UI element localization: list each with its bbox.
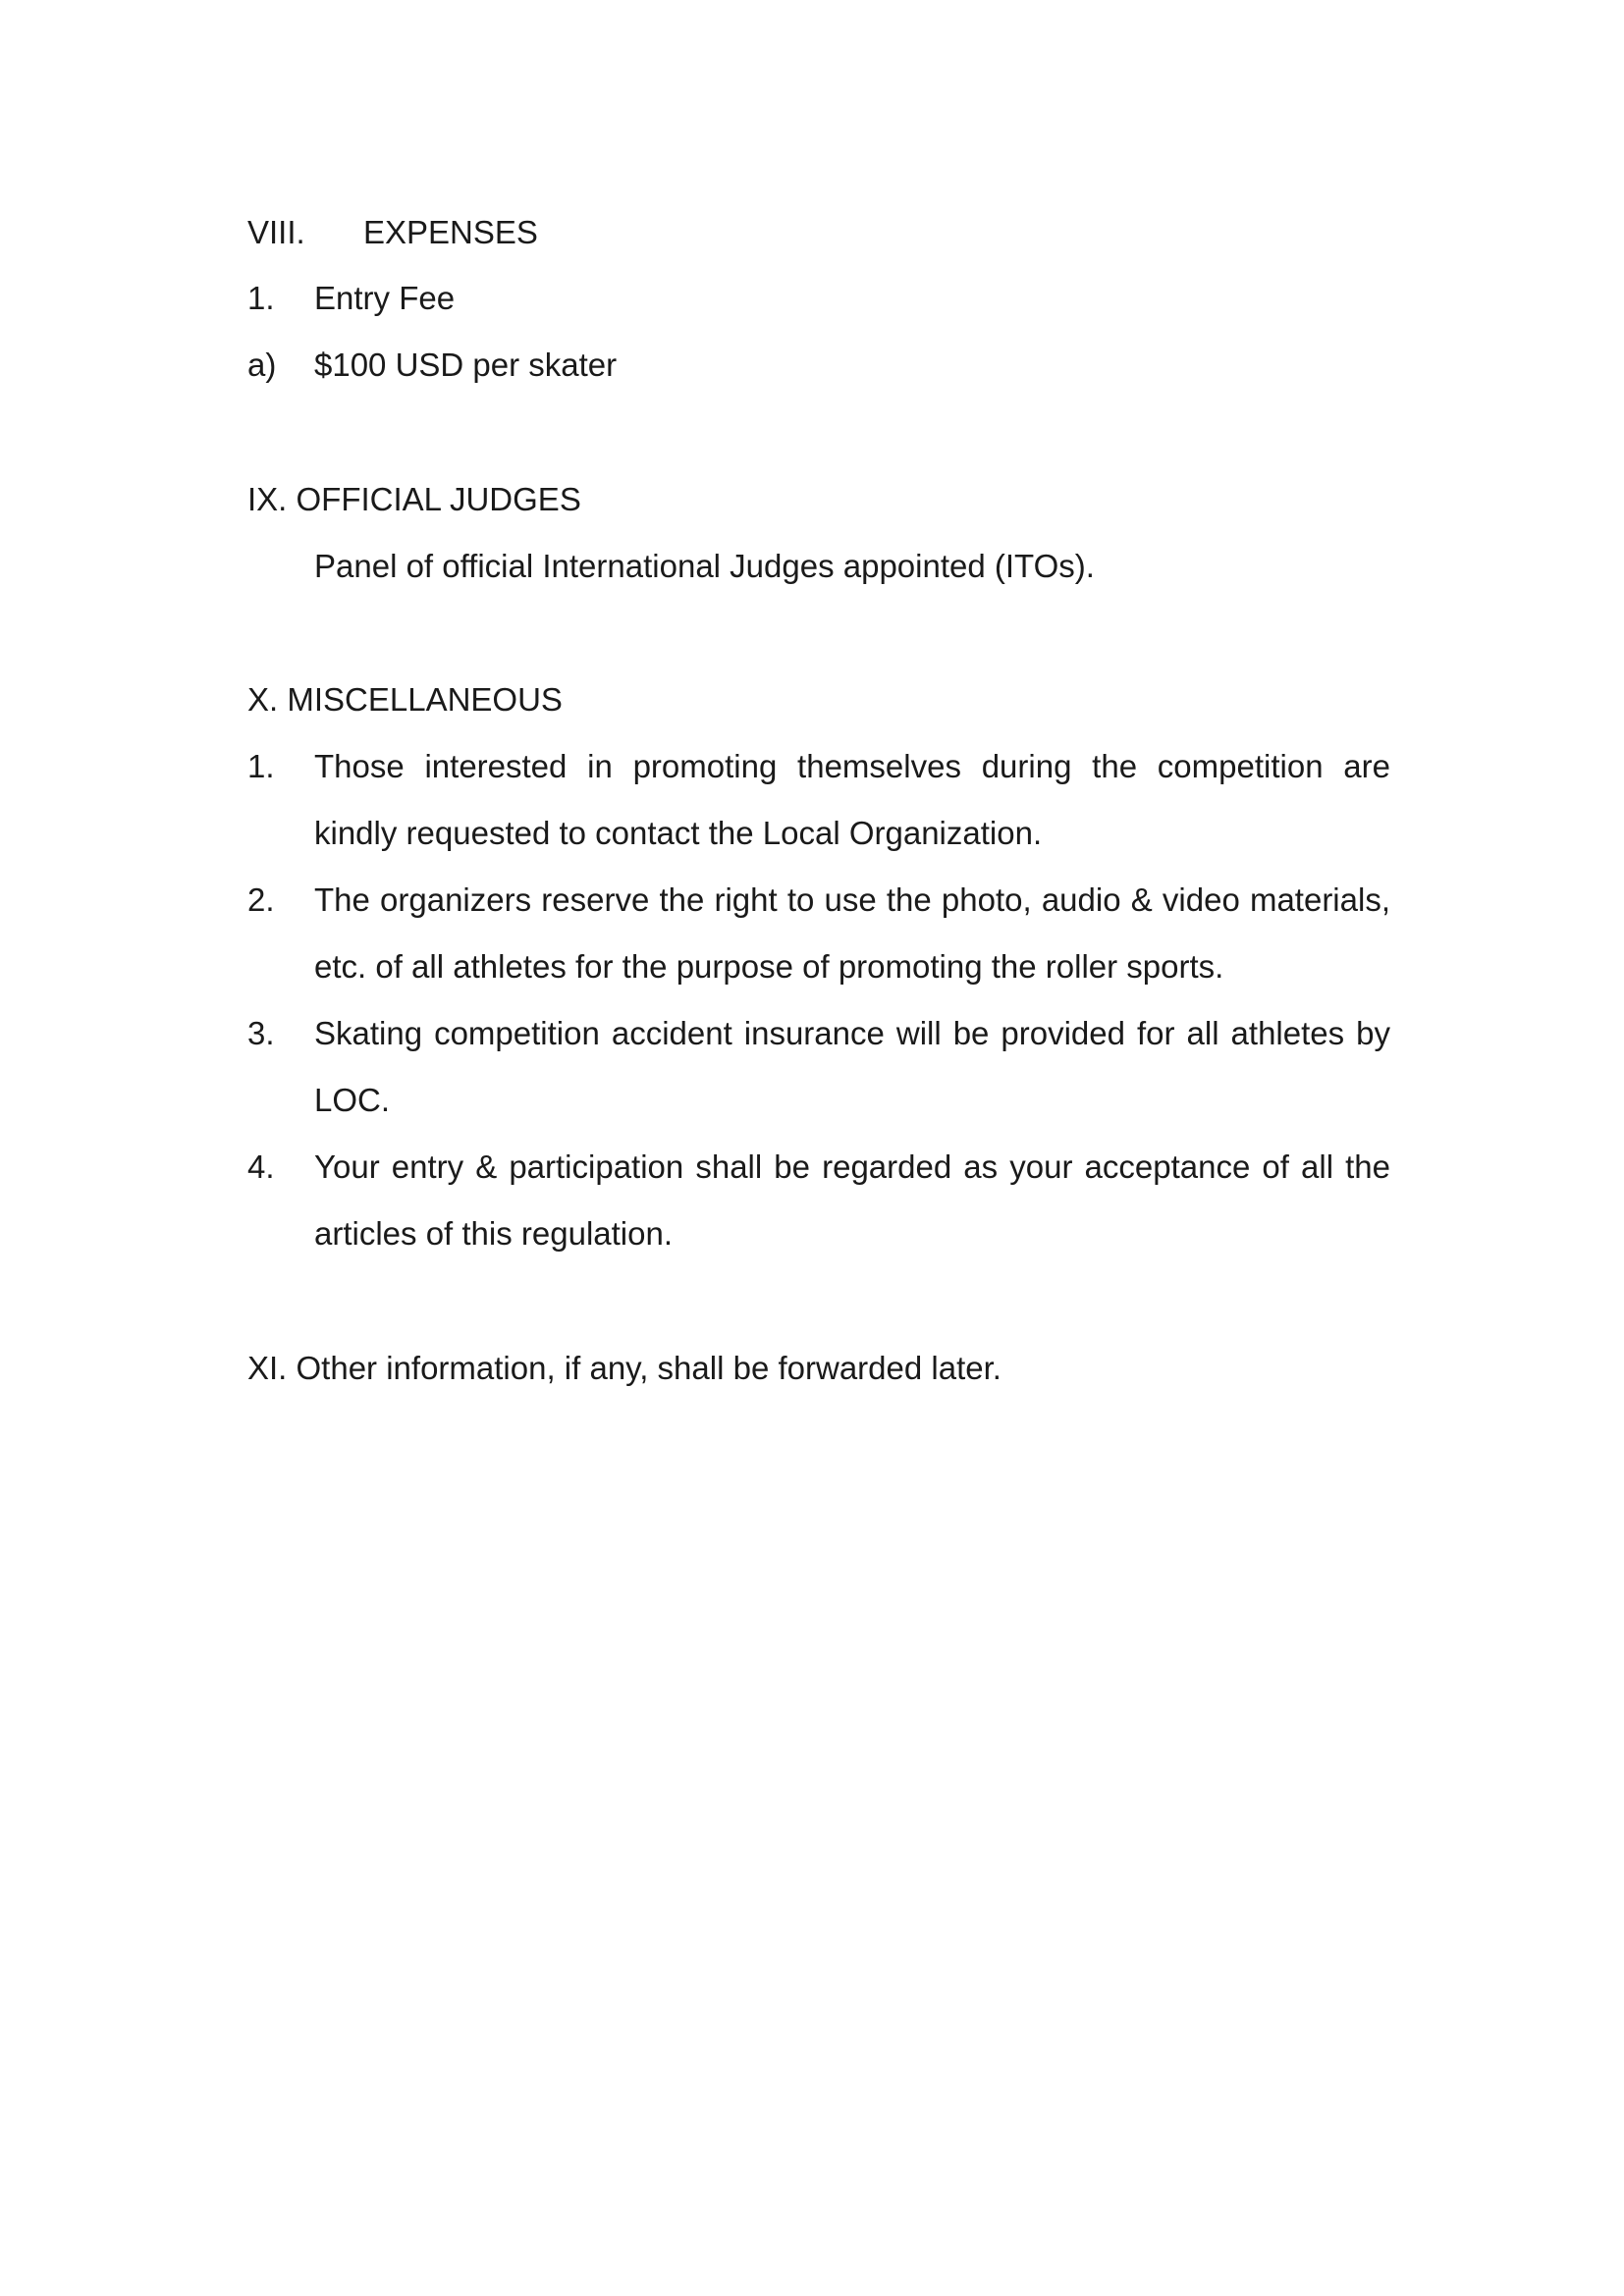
section-viii-item-1-number: 1. <box>247 280 275 316</box>
section-viii-numeral: VIII. <box>247 214 305 250</box>
section-x-item-2-line-2: etc. of all athletes for the purpose of promoting the roller sports. <box>314 948 1224 985</box>
section-x-item-4-number: 4. <box>247 1148 275 1185</box>
section-x-item-3-number: 3. <box>247 1015 275 1051</box>
section-ix-body: Panel of official International Judges appointed (ITOs). <box>314 548 1095 584</box>
section-x-item-4-line-2: articles of this regulation. <box>314 1215 674 1252</box>
section-x-item-3-line-1: Skating competition accident insurance will be provided for all athletes by <box>314 1015 1390 1051</box>
section-xi-text: XI. Other information, if any, shall be forwarded later. <box>247 1350 1001 1386</box>
section-x-item-1-line-2: kindly requested to contact the Local Organization. <box>314 815 1043 851</box>
section-viii-item-a-text: $100 USD per skater <box>314 347 618 383</box>
section-viii-title: EXPENSES <box>363 214 538 250</box>
section-x-item-3-line-2: LOC. <box>314 1082 391 1118</box>
section-x-item-4-line-1: Your entry & participation shall be regarded as your acceptance of all the <box>314 1148 1390 1185</box>
section-x-item-1-line-1: Those interested in promoting themselves during the competition are <box>314 748 1390 784</box>
section-x-item-2-number: 2. <box>247 881 275 918</box>
section-x-item-1-number: 1. <box>247 748 275 784</box>
section-viii-item-a-number: a) <box>247 347 277 383</box>
section-ix-heading: IX. OFFICIAL JUDGES <box>247 481 581 517</box>
section-viii-item-1-text: Entry Fee <box>314 280 456 316</box>
section-x-item-2-line-1: The organizers reserve the right to use the photo, audio & video materials, <box>314 881 1390 918</box>
section-x-heading: X. MISCELLANEOUS <box>247 681 563 718</box>
